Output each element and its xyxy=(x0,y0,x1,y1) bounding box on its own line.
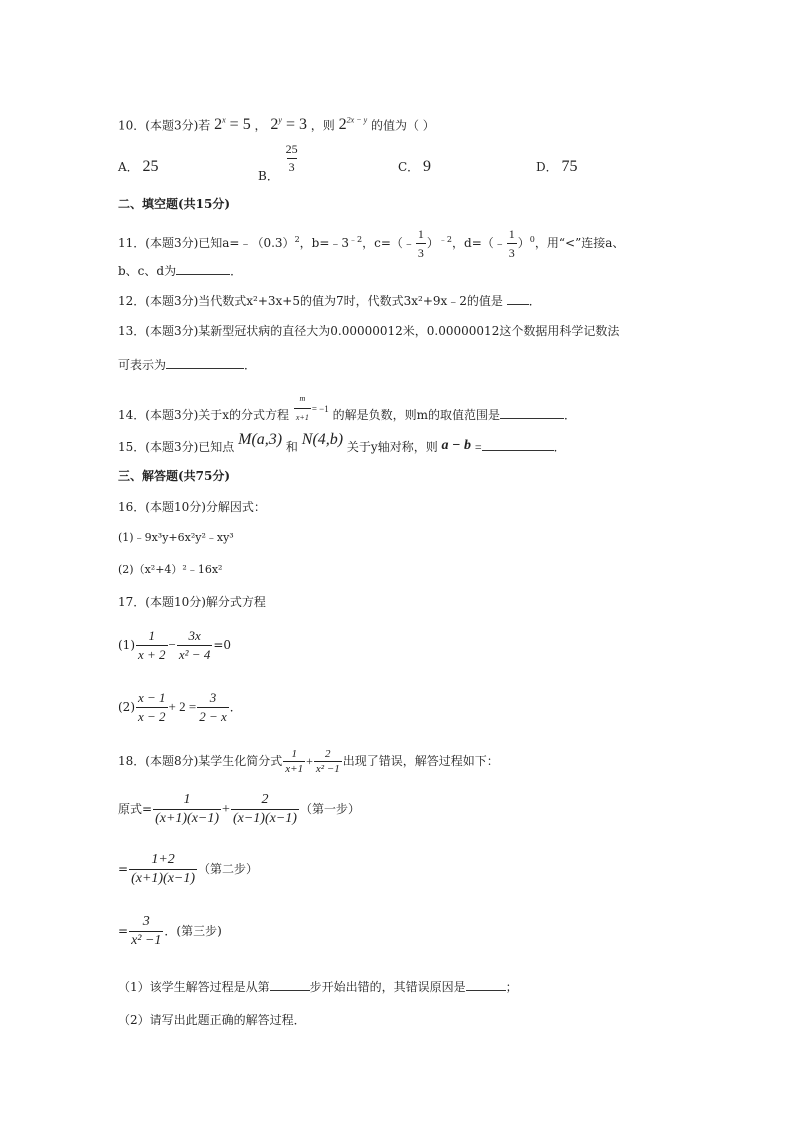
q11-frac-d-num: 1 xyxy=(508,227,515,241)
q18-step1-plus: + xyxy=(222,802,230,817)
option-b-num: 25 xyxy=(285,142,298,156)
q18-frac1 xyxy=(283,748,305,775)
q18-plus: + xyxy=(306,754,313,768)
q10-prefix: 10．(本题3分)若 xyxy=(118,118,211,133)
q15-line xyxy=(118,431,566,456)
q18-suffix: 出现了错误，解答过程如下： xyxy=(342,754,499,768)
section2-heading: 二、填空题(共15分) xyxy=(118,197,231,211)
q11-frac-c xyxy=(416,226,426,261)
q10-line xyxy=(118,113,435,133)
option-d-label: D． xyxy=(536,160,558,174)
q12-line xyxy=(118,292,541,309)
q14-den: x+1 xyxy=(294,408,311,426)
q18-sub1-part-b: 步开始出错的，其错误原因是 xyxy=(309,980,466,994)
q14-line xyxy=(118,394,576,433)
option-a-label: A． xyxy=(118,160,139,174)
q18-frac1-num: 1 xyxy=(291,748,297,760)
q14-answer-blank[interactable] xyxy=(500,406,564,419)
q17-p1-frac1-den: x + 2 xyxy=(138,647,166,662)
q17-part2 xyxy=(118,690,242,725)
q11-part-a: 11．(本题3分)已知a=﹣（0.3） xyxy=(118,236,295,250)
q18-step1-frac1-num: 1 xyxy=(183,792,191,807)
q14-prefix: 14．(本题3分)关于x的分式方程 xyxy=(118,408,290,422)
q17-p1-rhs: =0 xyxy=(213,638,232,652)
q18-step2-note: （第二步） xyxy=(198,862,259,876)
q18-step2-num: 1+2 xyxy=(151,852,175,867)
q17-p1-frac1 xyxy=(136,628,168,663)
q15-expr: a − b xyxy=(441,438,472,453)
q12-answer-blank[interactable] xyxy=(507,292,529,305)
q18-step3-note: ．(第三步) xyxy=(164,924,222,938)
q17-p2-frac1 xyxy=(136,690,168,725)
q15-and: 和 xyxy=(285,440,298,454)
option-b-label: B． xyxy=(258,169,279,183)
option-d-value: 75 xyxy=(561,158,578,175)
q11-answer-blank[interactable] xyxy=(176,262,230,275)
q18-frac1-den: x+1 xyxy=(285,763,304,775)
q11-line2 xyxy=(118,262,242,279)
option-b-fraction xyxy=(284,142,300,175)
q18-sub1-part-c: ； xyxy=(505,980,518,994)
q11-exp-d: 0 xyxy=(529,235,535,244)
q18-step2-label: = xyxy=(118,862,129,876)
q16-title: 16．(本题10分)分解因式： xyxy=(118,500,266,514)
q17-p2-frac1-den: x − 2 xyxy=(138,709,166,724)
q18-frac2-num: 2 xyxy=(325,748,331,760)
q17-p2-plus: + 2 = xyxy=(168,699,197,714)
q11-paren-d: ） xyxy=(517,236,530,250)
q13-answer-blank[interactable] xyxy=(166,356,244,369)
q17-p1-frac1-num: 1 xyxy=(148,628,156,643)
q17-p2-frac2 xyxy=(197,690,229,725)
q18-sub1-part-a: （1）该学生解答过程是从第 xyxy=(118,980,270,994)
q10-option-b xyxy=(258,142,301,183)
q18-reason-blank[interactable] xyxy=(466,978,506,991)
q11-part-c: ，c=（﹣ xyxy=(362,236,415,250)
q13-line1: 13．(本题3分)某新型冠状病的直径大为0.00000012米，0.00000012这个数据用科学记数法 xyxy=(118,324,620,338)
q11-part-d: ，d=（﹣ xyxy=(452,236,506,250)
q10-option-a xyxy=(118,158,159,176)
q17-p1-frac2 xyxy=(177,628,212,663)
q11-line2-text: b、c、d为 xyxy=(118,264,177,278)
q18-frac2-den: x² −1 xyxy=(315,763,340,775)
q17-title: 17．(本题10分)解分式方程 xyxy=(118,595,266,609)
q18-sub2: （2）请写出此题正确的解答过程． xyxy=(118,1013,306,1027)
q16-part1: (1)﹣9x³y+6x²y²﹣xy³ xyxy=(118,531,234,544)
q14-end: ． xyxy=(563,408,576,422)
q18-step3-den: x² −1 xyxy=(131,933,162,948)
q15-answer-blank[interactable] xyxy=(482,438,554,451)
q18-step3-frac xyxy=(129,914,163,949)
q17-p1-minus: − xyxy=(168,637,176,652)
q10-suffix: 的值为（ ） xyxy=(370,118,435,133)
q10-sep: ， xyxy=(254,118,267,133)
q18-step2-den: (x+1)(x−1) xyxy=(131,871,196,886)
option-c-label: C． xyxy=(398,160,420,174)
option-b-den: 3 xyxy=(288,160,295,174)
section3-heading: 三、解答题(共75分) xyxy=(118,469,231,483)
q11-line1 xyxy=(118,226,624,261)
q11-line2-end: ． xyxy=(230,264,243,278)
q10-expr: $2^{2x - y}$ xyxy=(338,116,368,134)
q18-sub1 xyxy=(118,978,518,995)
q18-step1-frac2 xyxy=(231,792,299,827)
q10-mid: ，则 xyxy=(310,118,335,133)
q14-suffix: 的解是负数，则m的取值范围是 xyxy=(332,408,500,422)
q10-eq1: $2^x = 5$ xyxy=(214,116,251,134)
q11-frac-c-num: 1 xyxy=(417,227,424,241)
q13-end: ． xyxy=(244,358,257,372)
q15-end: ． xyxy=(553,440,566,454)
q17-p2-frac2-num: 3 xyxy=(209,690,217,705)
q17-p2-frac2-den: 2 − x xyxy=(199,709,227,724)
q18-frac2 xyxy=(314,748,342,775)
q15-mid: 关于y轴对称，则 xyxy=(346,440,438,454)
q10-option-c xyxy=(398,158,431,176)
q11-frac-d xyxy=(507,226,517,261)
q17-part1 xyxy=(118,628,231,663)
q18-step1-frac2-den: (x−1)(x−1) xyxy=(232,811,297,826)
q11-exp-c: ﹣2 xyxy=(438,235,453,244)
q18-step-blank[interactable] xyxy=(270,978,310,991)
q18-step2 xyxy=(118,852,258,887)
q14-num: m xyxy=(299,394,306,403)
q12-text: 12．(本题3分)当代数式x²+3x+5的值为7时，代数式3x²+9x﹣2的值是 xyxy=(118,294,503,308)
q18-step3-label: = xyxy=(118,924,129,938)
q11-exp-b: ﹣2 xyxy=(349,235,363,244)
q18-step1-frac1-den: (x+1)(x−1) xyxy=(155,811,220,826)
q17-p2-end: ． xyxy=(229,700,242,714)
q18-line xyxy=(118,748,499,775)
q11-frac-d-den: 3 xyxy=(507,243,517,261)
q18-step2-frac xyxy=(129,852,197,887)
q18-step1 xyxy=(118,792,360,827)
q11-paren-c: ） xyxy=(426,236,439,250)
q15-point-n: N(4,b) xyxy=(301,431,344,448)
q18-step3-num: 3 xyxy=(142,914,150,929)
q15-prefix: 15．(本题3分)已知点 xyxy=(118,440,235,454)
q10-eq2: $2^y = 3$ xyxy=(270,116,307,134)
q18-step3 xyxy=(118,914,222,949)
q18-prefix: 18．(本题8分)某学生化简分式 xyxy=(118,754,283,768)
option-a-value: 25 xyxy=(142,158,159,175)
q18-step1-label: 原式= xyxy=(118,802,153,816)
q16-part2: (2)（x²+4）²﹣16x² xyxy=(118,563,223,576)
q12-end: ． xyxy=(528,294,541,308)
q18-step1-note: （第一步） xyxy=(299,802,360,816)
q14-rhs: = −1 xyxy=(311,404,329,414)
q11-part-b: ，b=﹣3 xyxy=(299,236,350,250)
q13-line2 xyxy=(118,356,256,373)
q17-p2-label: (2) xyxy=(118,700,135,714)
q14-fraction xyxy=(294,391,311,426)
option-c-value: 9 xyxy=(423,158,432,175)
q17-p1-frac2-den: x² − 4 xyxy=(178,647,211,662)
q11-exp-a: 2 xyxy=(294,235,300,244)
q18-step1-frac2-num: 2 xyxy=(261,792,269,807)
q11-frac-c-den: 3 xyxy=(416,243,426,261)
q10-option-d xyxy=(536,158,577,176)
q17-p1-frac2-num: 3x xyxy=(188,628,201,643)
q13-line2-text: 可表示为 xyxy=(118,358,167,372)
q15-eq: = xyxy=(474,440,482,454)
q15-point-m: M(a,3) xyxy=(238,431,283,448)
q17-p1-label: (1) xyxy=(118,638,135,652)
q17-p2-frac1-num: x − 1 xyxy=(138,690,166,705)
q18-step1-frac1 xyxy=(153,792,221,827)
q11-part-e: ，用“<”连接a、 xyxy=(534,236,625,250)
